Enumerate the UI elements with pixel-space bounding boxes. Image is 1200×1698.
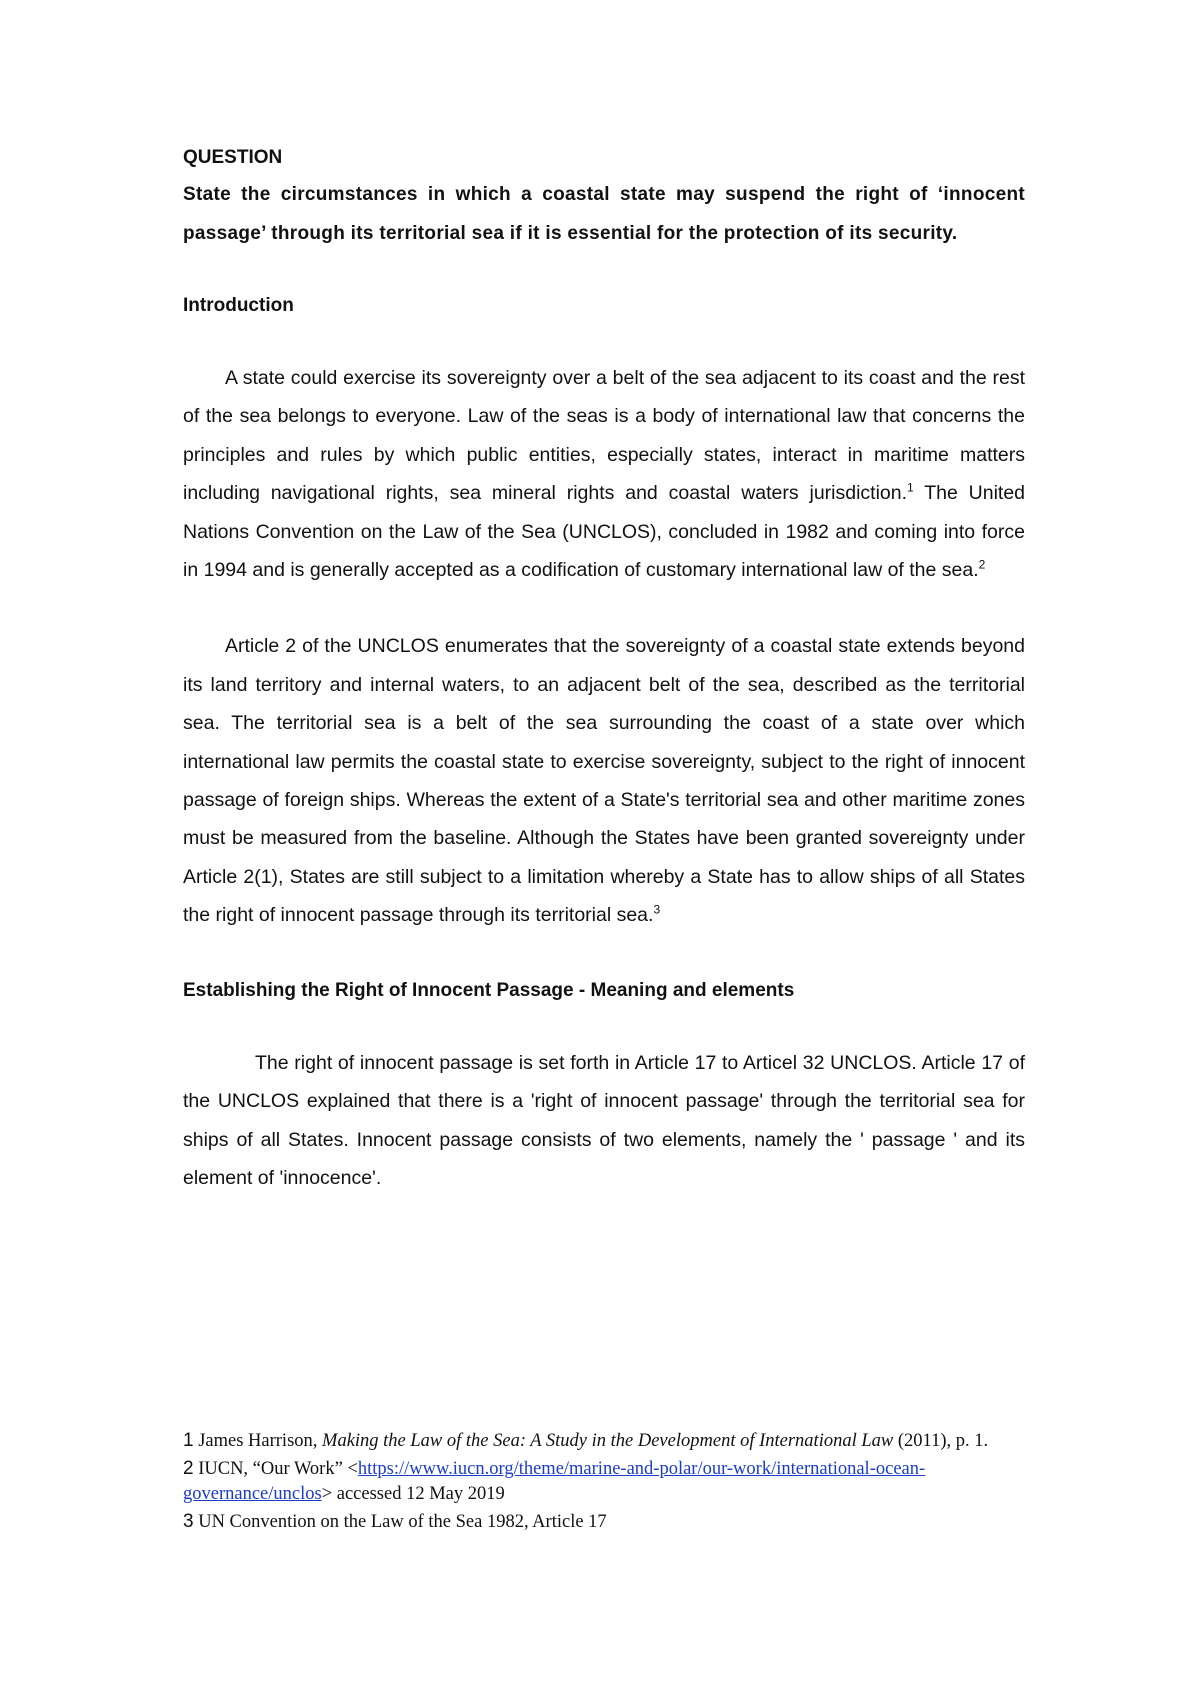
footnote-ref-1: 1: [907, 480, 914, 495]
intro-para2-text: Article 2 of the UNCLOS enumerates that the sovereignty of a coastal state extends beyond its land territory and internal waters, to an adjacent belt of the sea, described as the territorial sea. The territorial sea is a belt of the sea surrounding the coast of a state over which international law permits the coastal state to exercise sovereignty, subject to the right of innocent passage of foreign ships. Whereas the extent of a State's territorial sea and other maritime zones must be measured from the baseline. Although the States have been granted sovereignty under Article 2(1), States are still subject to a limitation whereby a State has to allow ships of all States the right of innocent passage through its territorial sea.: [183, 635, 1025, 927]
footnote-ref-3: 3: [653, 902, 661, 917]
footnote-author: James Harrison,: [193, 1431, 323, 1451]
introduction-heading: Introduction: [183, 295, 294, 316]
introduction-paragraph-1: [183, 359, 1025, 589]
intro-para1-text-a: A state could exercise its sovereignty over a belt of the sea adjacent to its coast and the rest of the sea belongs to everyone. Law of the seas is a body of international law that concerns the principles and rules by which public entities, especially states, interact in maritime matters including navigational rights, sea mineral rights and coastal waters jurisdiction.: [183, 367, 1025, 505]
footnotes: [183, 1428, 1025, 1537]
question-label: QUESTION: [183, 147, 283, 168]
footnote-prefix: IUCN, “Our Work” <: [193, 1459, 358, 1479]
footnote-link[interactable]: https://www.iucn.org/theme/marine-and-polar/our-work/international-ocean-governance/unclos: [183, 1459, 926, 1504]
footnote-text: UN Convention on the Law of the Sea 1982, Article 17: [193, 1512, 607, 1532]
question-text: State the circumstances in which a coastal state may suspend the right of ‘innocent passage’ through its territorial sea if it is essential for the protection of its security.: [183, 184, 1025, 244]
intro-para1-text-b: The United Nations Convention on the Law of the Sea (UNCLOS), concluded in 1982 and coming into force in 1994 and is generally accepted as a codification of customary international law of the sea.: [183, 482, 1026, 582]
footnote-2: [183, 1456, 1025, 1507]
introduction-paragraph-2: [183, 627, 1025, 934]
document-body: [183, 144, 1025, 1197]
footnote-book-title: Making the Law of the Sea: A Study in the Development of International Law: [322, 1431, 894, 1451]
footnote-ref-2: 2: [978, 557, 986, 572]
section-paragraph-innocent-passage: The right of innocent passage is set forth in Article 17 to Articel 32 UNCLOS. Article 17 of the UNCLOS explained that there is a 'right of innocent passage' through the territorial sea for ships of all States. Innocent passage consists of two elements, namely the ' passage ' and its element of 'innocence'.: [183, 1051, 1025, 1189]
footnote-1: [183, 1428, 1025, 1454]
section-heading-innocent-passage: Establishing the Right of Innocent Passage - Meaning and elements: [183, 979, 795, 1001]
footnote-suffix: > accessed 12 May 2019: [321, 1484, 505, 1504]
footnote-number: 2: [183, 1458, 194, 1479]
footnote-3: [183, 1509, 1025, 1535]
footnote-number: 1: [183, 1430, 194, 1451]
footnote-citation: (2011), p. 1.: [893, 1431, 989, 1451]
footnote-number: 3: [183, 1511, 194, 1532]
